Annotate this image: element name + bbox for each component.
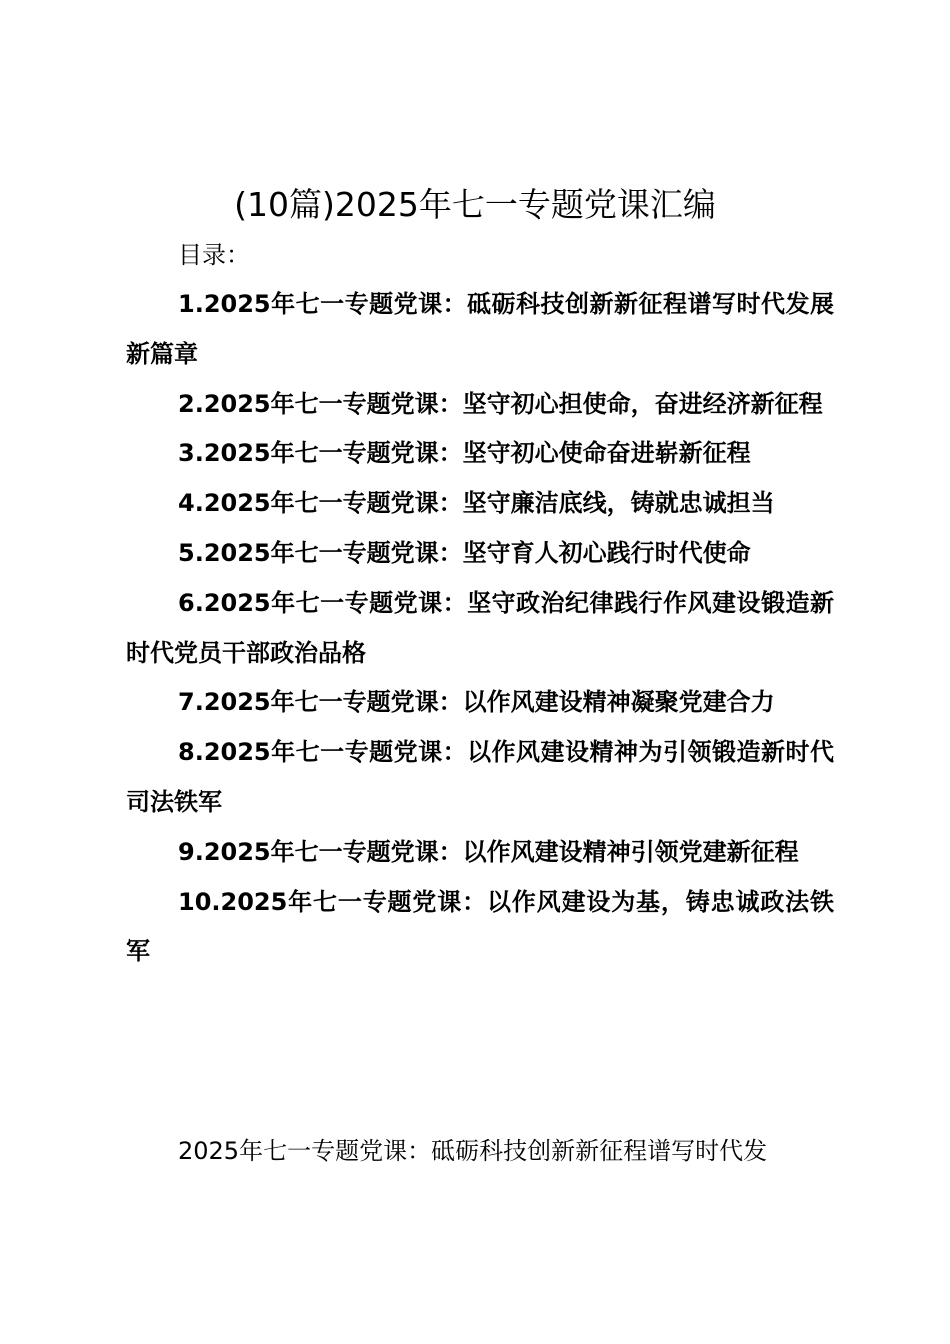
table-of-contents xyxy=(126,280,834,977)
toc-item: 7.2025年七一专题党课：以作风建设精神凝聚党建合力 xyxy=(178,688,775,717)
toc-item: 9.2025年七一专题党课：以作风建设精神引领党建新征程 xyxy=(178,837,799,866)
body-paragraph-start: 2025年七一专题党课：砥砺科技创新新征程谱写时代发 xyxy=(178,1137,768,1165)
toc-item: 5.2025年七一专题党课：坚守育人初心践行时代使命 xyxy=(178,538,751,567)
toc-heading: 目录： xyxy=(178,241,250,269)
toc-item: 3.2025年七一专题党课：坚守初心使命奋进崭新征程 xyxy=(178,439,751,468)
document-title: (10篇)2025年七一专题党课汇编 xyxy=(234,185,716,224)
toc-item: 10.2025年七一专题党课：以作风建设为基，铸忠诚政法铁军 xyxy=(126,887,834,966)
toc-item: 6.2025年七一专题党课：坚守政治纪律践行作风建设锻造新时代党员干部政治品格 xyxy=(126,588,834,667)
toc-item: 1.2025年七一专题党课：砥砺科技创新新征程谱写时代发展新篇章 xyxy=(126,290,834,368)
toc-item: 4.2025年七一专题党课：坚守廉洁底线，铸就忠诚担当 xyxy=(178,489,775,518)
toc-item: 8.2025年七一专题党课：以作风建设精神为引领锻造新时代司法铁军 xyxy=(126,738,834,816)
toc-item: 2.2025年七一专题党课：坚守初心担使命，奋进经济新征程 xyxy=(178,389,823,418)
